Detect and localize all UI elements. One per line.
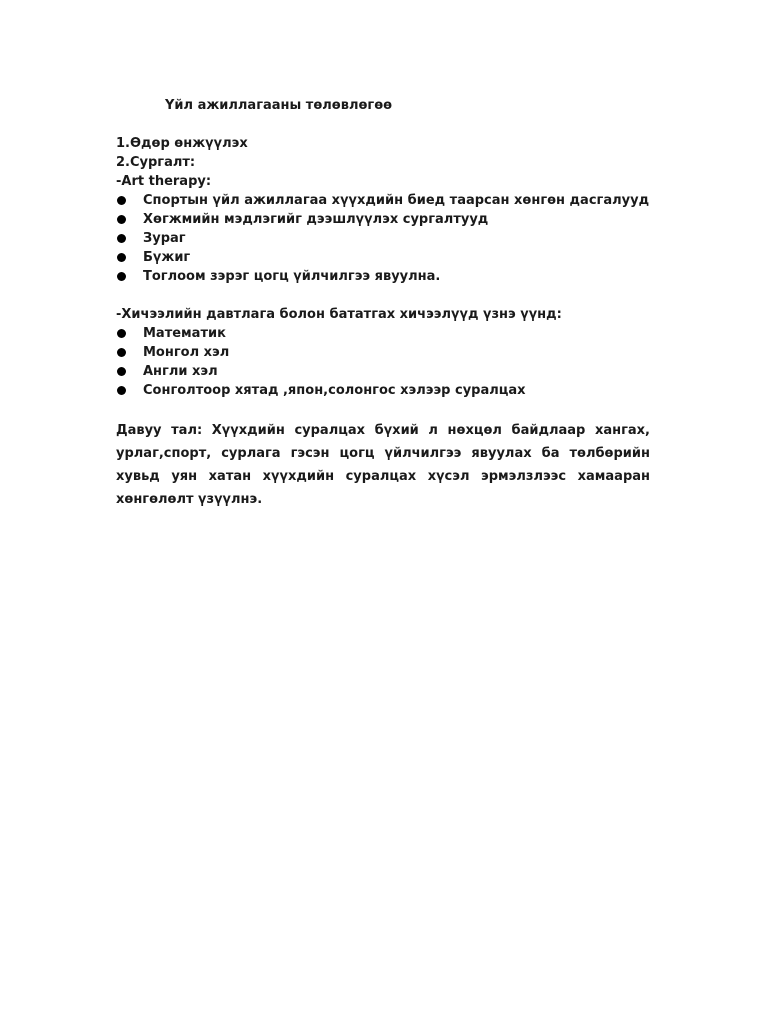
list-item-text: Математик [143,326,226,341]
list-item-text: Сонголтоор хятад ,япон,солонгос хэлээр суралцах [143,383,526,398]
bullet-icon [117,196,126,205]
list-item [116,324,650,343]
bullet-icon [117,348,126,357]
list-item-text: Тоглоом зэрэг цогц үйлчилгээ явуулна. [143,269,441,284]
bullet-icon [117,253,126,262]
line-training: 2.Сургалт: [116,155,196,170]
bullet-icon [117,329,126,338]
list-item [116,381,650,400]
list-item [116,343,650,362]
list-item [116,210,650,229]
list-item [116,229,650,248]
list-item-text: Монгол хэл [143,345,230,360]
blank-line [116,115,650,134]
art-therapy-list [116,191,650,286]
list-item-text: Хөгжмийн мэдлэгийг дээшлүүлэх сургалтууд [143,212,489,227]
document-title: Үйл ажиллагааны төлөвлөгөө [165,98,393,113]
lessons-heading: -Хичээлийн давтлага болон бататгах хичээлүүд үзнэ үүнд: [116,307,562,322]
line-art-therapy: -Art therapy: [116,174,212,189]
list-item [116,267,650,286]
list-item-text: Англи хэл [143,364,218,379]
list-item-text: Спортын үйл ажиллагаа хүүхдийн биед таарсан хөнгөн дасгалууд [143,193,650,208]
bullet-icon [117,386,126,395]
bullet-icon [117,367,126,376]
blank-line [116,400,650,419]
blank-line [116,286,650,305]
bullet-icon [117,272,126,281]
list-item-text: Бүжиг [143,250,191,265]
bullet-icon [117,215,126,224]
line-day-care: 1.Өдөр өнжүүлэх [116,136,248,151]
list-item [116,191,650,210]
lessons-list [116,324,650,400]
list-item [116,362,650,381]
list-item-text: Зураг [143,231,186,246]
advantage-paragraph: Давуу тал: Хүүхдийн суралцах бүхий л нөхцөл байдлаар хангах, урлаг,спорт, сурлага гэсэн цогц үйлчилгээ явуулах ба төлбөрийн хувьд уян хатан хүүхдийн суралцах хүсэл эрмэлзлээс хамааран хөнгөлөлт үзүүлнэ. [116,423,650,507]
list-item [116,248,650,267]
document-body [116,96,650,511]
bullet-icon [117,234,126,243]
